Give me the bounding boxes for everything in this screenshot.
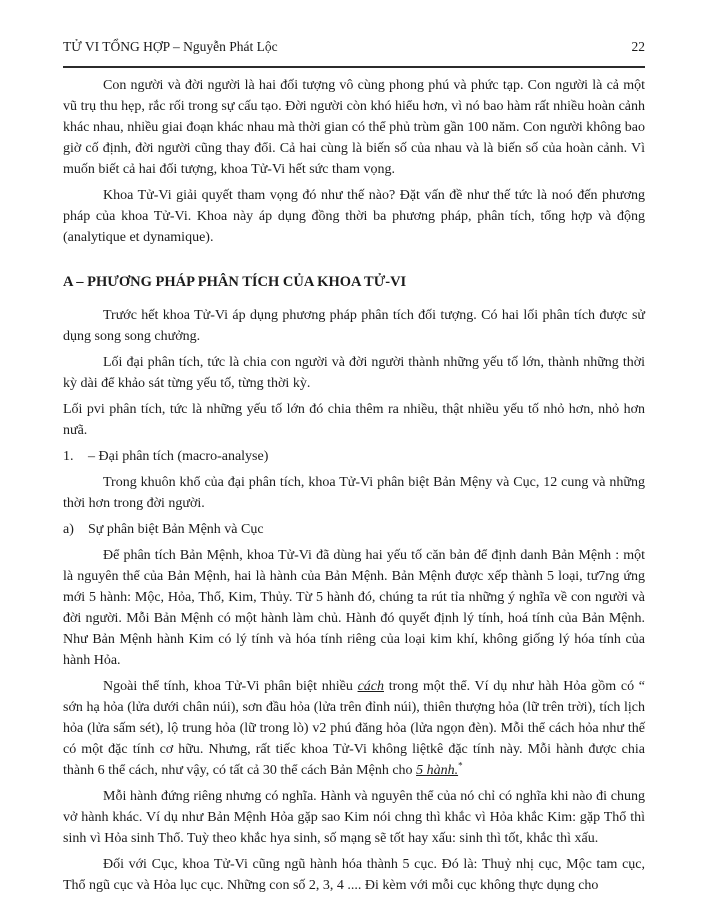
paragraph-hanh-meaning: Mỗi hành đứng riêng nhưng có nghĩa. Hành và nguyên thể của nó chỉ có nghĩa khi nào đi chung vở hành khác. Ví dụ như Bản Mệnh Hỏa gặp sao Kim nói chng thì khắc vì Hỏa khắc Kim: gặp Thổ thì sinh vì Hỏa sinh Thổ. Tuỳ theo khắc hya sinh, số mạng sẽ tốt hay xấu: sinh thì tốt, khắc thì xấu. xyxy=(63,789,645,846)
list-item-1-number: 1. xyxy=(63,449,74,464)
section-heading-a: A – PHƯƠNG PHÁP PHÂN TÍCH CỦA KHOA TỬ-VI xyxy=(63,274,407,290)
paragraph-cach-seg2: trong một thể. Ví dụ như hàh Hỏa gồm có “ sớn hạ hỏa (lửa dưới chân núi), sơn đầu hỏa (lửa trên đỉnh núi), thiên thượng hỏa (lữ trên trời), tích lịch hỏa (lửa sấm sét), lộ trung hỏa (lữ trong lò) v2 phú đăng hỏa (lửa ngọn đèn). Mỗi thể cách hỏa như thế có một đặc tính cơ hữu. Nhưng, rất tiếc khoa Tử-Vi không liệtkê đặc tính này. Mỗi hành được chia thành 6 thể cách, như vậy, có tất cả 30 thể cách Bản Mệnh cho xyxy=(63,679,645,778)
paragraph-cach-seg1: Ngoài thể tính, khoa Tử-Vi phân biệt nhiều xyxy=(103,679,358,694)
paragraph-ban-menh: Để phân tích Bản Mệnh, khoa Tử-Vi đã dùng hai yếu tố căn bản để định danh Bản Mệnh : một là nguyên thể của Bản Mệnh, hai là hành của Bản Mệnh. Bản Mệnh được xếp thành 5 loại, tư7ng ứng mới 5 hành: Mộc, Hỏa, Thổ, Kim, Thủy. Từ 5 hành đó, chúng ta rút tỉa những ý nghĩa về con người và đời người. Mỗi Bản Mệnh có một hành làm chủ. Hành đó quyết định lý tính, hoá tính của Bản Mệnh. Như Bản Mệnh hành Kim có lý tính và hóa tính riêng của loại kim khí, không giống lý hóa tính của hành Hỏa. xyxy=(63,548,645,668)
term-5-hanh: 5 hành. xyxy=(416,763,459,778)
list-item-1-text: – Đại phân tích (macro-analyse) xyxy=(88,449,269,464)
term-cach: cách xyxy=(357,679,384,694)
page-header xyxy=(63,38,645,55)
list-item-a xyxy=(63,519,645,540)
page-number: 22 xyxy=(631,39,645,54)
paragraph-intro: Con người và đời người là hai đối tượng vô cùng phong phú và phức tạp. Con người là cả một vũ trụ thu hẹp, rắc rối trong sự cấu tạo. Đời người còn khó hiểu hơn, vì nó bao hàm rất nhiều hoàn cảnh khác nhau, nhiều giai đoạn khác nhau mà thời gian có thể phủ trùm gần 100 năm. Con người không bao giờ cố định, đời người cũng thay đổi. Cả hai cùng là biến số của nhau và là biến số của hoàn cảnh. Vì muốn biết cả hai đối tượng, khoa Tử-Vi hết sức tham vọng. xyxy=(63,78,645,177)
paragraph-macro-scope: Trong khuôn khổ của đại phân tích, khoa Tử-Vi phân biệt Bản Mệny và Cục, 12 cung và những thời hơn trong đời người. xyxy=(63,475,645,511)
paragraph-cuc: Đối với Cục, khoa Tử-Vi cũng ngũ hành hóa thành 5 cục. Đó là: Thuỷ nhị cục, Mộc tam cục, Thổ ngũ cục và Hỏa lục cục. Những con số 2, 3, 4 .... Đi kèm với mỗi cục không thực dụng cho xyxy=(63,857,645,893)
paragraph-macro-way: Lối đại phân tích, tức là chia con người và đời người thành những yếu tố lớn, thành những thời kỳ dài để khảo sát từng yếu tố, từng thời kỳ. xyxy=(63,355,645,391)
paragraph-cach xyxy=(63,676,645,781)
list-item-a-text: Sự phân biệt Bản Mệnh và Cục xyxy=(88,522,264,537)
paragraph-two-ways: Trước hết khoa Tử-Vi áp dụng phương pháp phân tích đối tượng. Có hai lối phân tích được sử dụng song song chưởng. xyxy=(63,308,645,344)
paragraph-three-methods: Khoa Tử-Vi giải quyết tham vọng đó như thế nào? Đặt vấn đề như thế tức là noó đến phương pháp của khoa Tử-Vi. Khoa này áp dụng đồng thời ba phương pháp, phân tích, tổng hợp và động (analytique et dynamique). xyxy=(63,188,645,245)
footnote-asterisk: * xyxy=(458,760,463,771)
header-rule xyxy=(63,66,645,68)
list-item-1 xyxy=(63,446,645,467)
paragraph-micro-way: Lối pvi phân tích, tức là những yếu tố lớn đó chia thêm ra nhiều, thật nhiều yếu tố nhỏ hơn, nhỏ hơn nưã. xyxy=(63,402,645,438)
running-title: TỬ VI TỔNG HỢP – Nguyễn Phát Lộc xyxy=(63,39,278,54)
list-item-a-letter: a) xyxy=(63,522,74,537)
